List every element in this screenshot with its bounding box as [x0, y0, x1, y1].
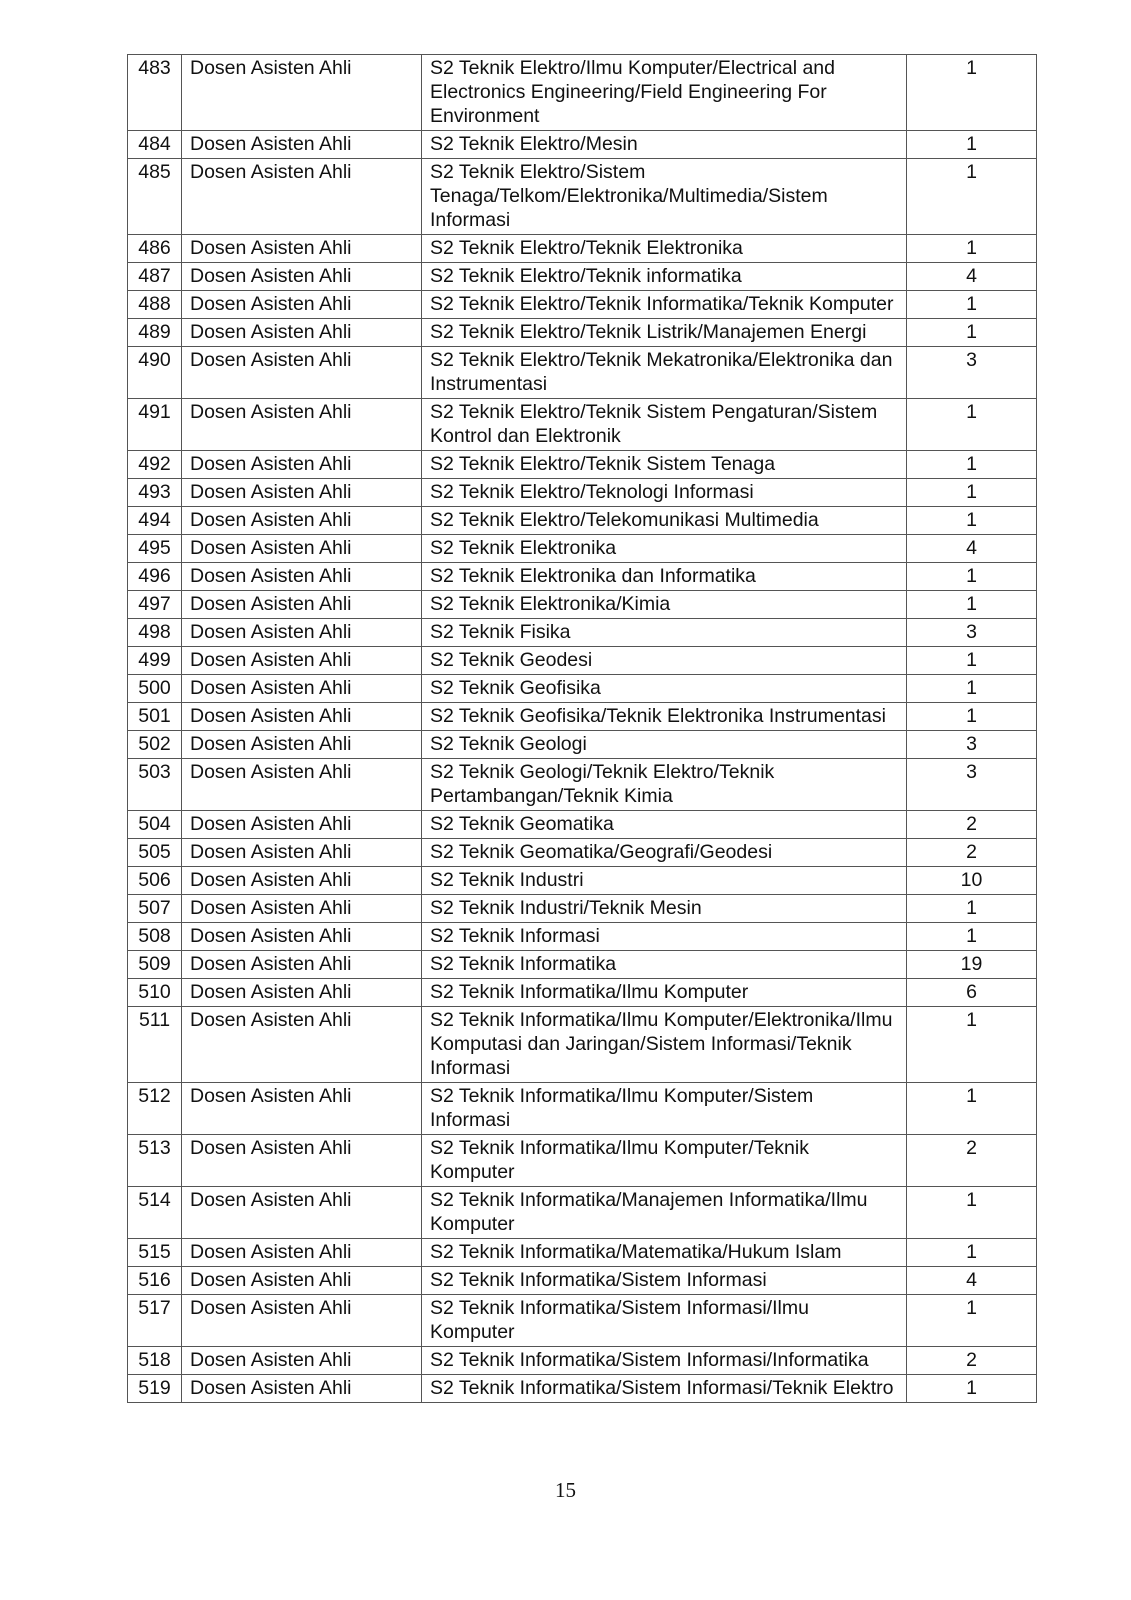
table-row [128, 759, 1037, 811]
position-cell: Dosen Asisten Ahli [182, 703, 422, 731]
quota-cell: 1 [907, 507, 1037, 535]
table-row [128, 923, 1037, 951]
table-row [128, 1295, 1037, 1347]
qualification-cell: S2 Teknik Elektro/Teknik Listrik/Manajemen Energi [422, 319, 907, 347]
quota-cell: 3 [907, 759, 1037, 811]
quota-cell: 3 [907, 619, 1037, 647]
qualification-cell: S2 Teknik Elektro/Telekomunikasi Multimedia [422, 507, 907, 535]
quota-cell: 1 [907, 451, 1037, 479]
table-row [128, 811, 1037, 839]
qualification-cell: S2 Teknik Informatika/Sistem Informasi [422, 1267, 907, 1295]
row-number: 485 [128, 159, 182, 235]
position-cell: Dosen Asisten Ahli [182, 647, 422, 675]
row-number: 519 [128, 1375, 182, 1403]
table-row [128, 479, 1037, 507]
quota-cell: 1 [907, 1239, 1037, 1267]
row-number: 486 [128, 235, 182, 263]
qualification-cell: S2 Teknik Elektronika/Kimia [422, 591, 907, 619]
row-number: 494 [128, 507, 182, 535]
table-row [128, 1347, 1037, 1375]
row-number: 514 [128, 1187, 182, 1239]
quota-cell: 1 [907, 319, 1037, 347]
row-number: 505 [128, 839, 182, 867]
quota-cell: 1 [907, 923, 1037, 951]
position-cell: Dosen Asisten Ahli [182, 1347, 422, 1375]
row-number: 488 [128, 291, 182, 319]
table-row [128, 1083, 1037, 1135]
qualification-cell: S2 Teknik Informatika/Ilmu Komputer/Sistem Informasi [422, 1083, 907, 1135]
position-cell: Dosen Asisten Ahli [182, 479, 422, 507]
qualification-cell: S2 Teknik Geomatika/Geografi/Geodesi [422, 839, 907, 867]
row-number: 503 [128, 759, 182, 811]
formation-table [127, 54, 1037, 1403]
quota-cell: 1 [907, 591, 1037, 619]
quota-cell: 1 [907, 895, 1037, 923]
position-cell: Dosen Asisten Ahli [182, 55, 422, 131]
position-cell: Dosen Asisten Ahli [182, 1135, 422, 1187]
quota-cell: 10 [907, 867, 1037, 895]
table-row [128, 839, 1037, 867]
table-row [128, 591, 1037, 619]
quota-cell: 3 [907, 731, 1037, 759]
qualification-cell: S2 Teknik Elektro/Teknik Elektronika [422, 235, 907, 263]
position-cell: Dosen Asisten Ahli [182, 923, 422, 951]
row-number: 508 [128, 923, 182, 951]
position-cell: Dosen Asisten Ahli [182, 1239, 422, 1267]
table-row [128, 347, 1037, 399]
row-number: 500 [128, 675, 182, 703]
quota-cell: 1 [907, 1007, 1037, 1083]
qualification-cell: S2 Teknik Elektro/Teknik informatika [422, 263, 907, 291]
quota-cell: 4 [907, 263, 1037, 291]
position-cell: Dosen Asisten Ahli [182, 895, 422, 923]
position-cell: Dosen Asisten Ahli [182, 731, 422, 759]
page-number: 15 [555, 1478, 576, 1502]
formation-table-body [128, 55, 1037, 1403]
qualification-cell: S2 Teknik Elektro/Teknik Sistem Tenaga [422, 451, 907, 479]
row-number: 515 [128, 1239, 182, 1267]
row-number: 511 [128, 1007, 182, 1083]
quota-cell: 1 [907, 675, 1037, 703]
quota-cell: 1 [907, 55, 1037, 131]
row-number: 497 [128, 591, 182, 619]
table-row [128, 563, 1037, 591]
table-row [128, 731, 1037, 759]
table-row [128, 1187, 1037, 1239]
quota-cell: 1 [907, 1187, 1037, 1239]
table-row [128, 675, 1037, 703]
table-row [128, 535, 1037, 563]
qualification-cell: S2 Teknik Informatika/Sistem Informasi/Ilmu Komputer [422, 1295, 907, 1347]
row-number: 489 [128, 319, 182, 347]
qualification-cell: S2 Teknik Industri [422, 867, 907, 895]
quota-cell: 1 [907, 563, 1037, 591]
table-row [128, 131, 1037, 159]
quota-cell: 4 [907, 1267, 1037, 1295]
quota-cell: 4 [907, 535, 1037, 563]
row-number: 487 [128, 263, 182, 291]
quota-cell: 3 [907, 347, 1037, 399]
row-number: 506 [128, 867, 182, 895]
position-cell: Dosen Asisten Ahli [182, 291, 422, 319]
quota-cell: 1 [907, 703, 1037, 731]
table-row [128, 55, 1037, 131]
table-row [128, 895, 1037, 923]
table-row [128, 619, 1037, 647]
qualification-cell: S2 Teknik Elektro/Ilmu Komputer/Electrical and Electronics Engineering/Field Engineering For Environment [422, 55, 907, 131]
position-cell: Dosen Asisten Ahli [182, 1187, 422, 1239]
row-number: 495 [128, 535, 182, 563]
qualification-cell: S2 Teknik Elektro/Sistem Tenaga/Telkom/Elektronika/Multimedia/Sistem Informasi [422, 159, 907, 235]
qualification-cell: S2 Teknik Informatika/Ilmu Komputer/Elektronika/Ilmu Komputasi dan Jaringan/Sistem Informasi/Teknik Informasi [422, 1007, 907, 1083]
table-row [128, 319, 1037, 347]
row-number: 498 [128, 619, 182, 647]
quota-cell: 1 [907, 235, 1037, 263]
table-row [128, 235, 1037, 263]
table-row [128, 1267, 1037, 1295]
position-cell: Dosen Asisten Ahli [182, 1083, 422, 1135]
qualification-cell: S2 Teknik Informatika/Ilmu Komputer [422, 979, 907, 1007]
row-number: 484 [128, 131, 182, 159]
position-cell: Dosen Asisten Ahli [182, 839, 422, 867]
table-row [128, 159, 1037, 235]
position-cell: Dosen Asisten Ahli [182, 507, 422, 535]
row-number: 499 [128, 647, 182, 675]
row-number: 507 [128, 895, 182, 923]
table-row [128, 1375, 1037, 1403]
qualification-cell: S2 Teknik Elektronika [422, 535, 907, 563]
qualification-cell: S2 Teknik Elektro/Teknologi Informasi [422, 479, 907, 507]
position-cell: Dosen Asisten Ahli [182, 811, 422, 839]
table-row [128, 647, 1037, 675]
quota-cell: 2 [907, 839, 1037, 867]
position-cell: Dosen Asisten Ahli [182, 451, 422, 479]
row-number: 509 [128, 951, 182, 979]
position-cell: Dosen Asisten Ahli [182, 1375, 422, 1403]
table-row [128, 1135, 1037, 1187]
quota-cell: 1 [907, 291, 1037, 319]
quota-cell: 6 [907, 979, 1037, 1007]
table-row [128, 451, 1037, 479]
row-number: 516 [128, 1267, 182, 1295]
qualification-cell: S2 Teknik Elektro/Teknik Informatika/Teknik Komputer [422, 291, 907, 319]
quota-cell: 19 [907, 951, 1037, 979]
position-cell: Dosen Asisten Ahli [182, 675, 422, 703]
quota-cell: 2 [907, 1347, 1037, 1375]
row-number: 512 [128, 1083, 182, 1135]
qualification-cell: S2 Teknik Geologi/Teknik Elektro/Teknik Pertambangan/Teknik Kimia [422, 759, 907, 811]
row-number: 492 [128, 451, 182, 479]
qualification-cell: S2 Teknik Informasi [422, 923, 907, 951]
qualification-cell: S2 Teknik Informatika/Matematika/Hukum Islam [422, 1239, 907, 1267]
row-number: 501 [128, 703, 182, 731]
quota-cell: 1 [907, 159, 1037, 235]
position-cell: Dosen Asisten Ahli [182, 159, 422, 235]
quota-cell: 1 [907, 1295, 1037, 1347]
quota-cell: 1 [907, 1375, 1037, 1403]
row-number: 496 [128, 563, 182, 591]
qualification-cell: S2 Teknik Geofisika [422, 675, 907, 703]
quota-cell: 1 [907, 479, 1037, 507]
qualification-cell: S2 Teknik Industri/Teknik Mesin [422, 895, 907, 923]
position-cell: Dosen Asisten Ahli [182, 979, 422, 1007]
table-row [128, 951, 1037, 979]
position-cell: Dosen Asisten Ahli [182, 1295, 422, 1347]
position-cell: Dosen Asisten Ahli [182, 867, 422, 895]
position-cell: Dosen Asisten Ahli [182, 131, 422, 159]
quota-cell: 1 [907, 131, 1037, 159]
row-number: 502 [128, 731, 182, 759]
position-cell: Dosen Asisten Ahli [182, 319, 422, 347]
row-number: 518 [128, 1347, 182, 1375]
position-cell: Dosen Asisten Ahli [182, 619, 422, 647]
row-number: 517 [128, 1295, 182, 1347]
quota-cell: 1 [907, 1083, 1037, 1135]
table-row [128, 1007, 1037, 1083]
quota-cell: 2 [907, 1135, 1037, 1187]
position-cell: Dosen Asisten Ahli [182, 951, 422, 979]
position-cell: Dosen Asisten Ahli [182, 263, 422, 291]
position-cell: Dosen Asisten Ahli [182, 1007, 422, 1083]
position-cell: Dosen Asisten Ahli [182, 563, 422, 591]
position-cell: Dosen Asisten Ahli [182, 591, 422, 619]
quota-cell: 1 [907, 647, 1037, 675]
qualification-cell: S2 Teknik Elektro/Mesin [422, 131, 907, 159]
position-cell: Dosen Asisten Ahli [182, 399, 422, 451]
position-cell: Dosen Asisten Ahli [182, 535, 422, 563]
qualification-cell: S2 Teknik Geomatika [422, 811, 907, 839]
row-number: 483 [128, 55, 182, 131]
position-cell: Dosen Asisten Ahli [182, 759, 422, 811]
qualification-cell: S2 Teknik Informatika [422, 951, 907, 979]
qualification-cell: S2 Teknik Fisika [422, 619, 907, 647]
table-row [128, 263, 1037, 291]
row-number: 493 [128, 479, 182, 507]
qualification-cell: S2 Teknik Elektronika dan Informatika [422, 563, 907, 591]
table-row [128, 291, 1037, 319]
table-row [128, 703, 1037, 731]
table-row [128, 1239, 1037, 1267]
row-number: 510 [128, 979, 182, 1007]
qualification-cell: S2 Teknik Geologi [422, 731, 907, 759]
qualification-cell: S2 Teknik Geofisika/Teknik Elektronika Instrumentasi [422, 703, 907, 731]
table-row [128, 867, 1037, 895]
table-row [128, 507, 1037, 535]
position-cell: Dosen Asisten Ahli [182, 347, 422, 399]
position-cell: Dosen Asisten Ahli [182, 235, 422, 263]
qualification-cell: S2 Teknik Elektro/Teknik Sistem Pengaturan/Sistem Kontrol dan Elektronik [422, 399, 907, 451]
qualification-cell: S2 Teknik Informatika/Manajemen Informatika/Ilmu Komputer [422, 1187, 907, 1239]
row-number: 513 [128, 1135, 182, 1187]
row-number: 504 [128, 811, 182, 839]
quota-cell: 1 [907, 399, 1037, 451]
row-number: 490 [128, 347, 182, 399]
position-cell: Dosen Asisten Ahli [182, 1267, 422, 1295]
table-row [128, 399, 1037, 451]
row-number: 491 [128, 399, 182, 451]
qualification-cell: S2 Teknik Informatika/Ilmu Komputer/Teknik Komputer [422, 1135, 907, 1187]
qualification-cell: S2 Teknik Elektro/Teknik Mekatronika/Elektronika dan Instrumentasi [422, 347, 907, 399]
qualification-cell: S2 Teknik Informatika/Sistem Informasi/Informatika [422, 1347, 907, 1375]
qualification-cell: S2 Teknik Informatika/Sistem Informasi/Teknik Elektro [422, 1375, 907, 1403]
qualification-cell: S2 Teknik Geodesi [422, 647, 907, 675]
quota-cell: 2 [907, 811, 1037, 839]
table-row [128, 979, 1037, 1007]
